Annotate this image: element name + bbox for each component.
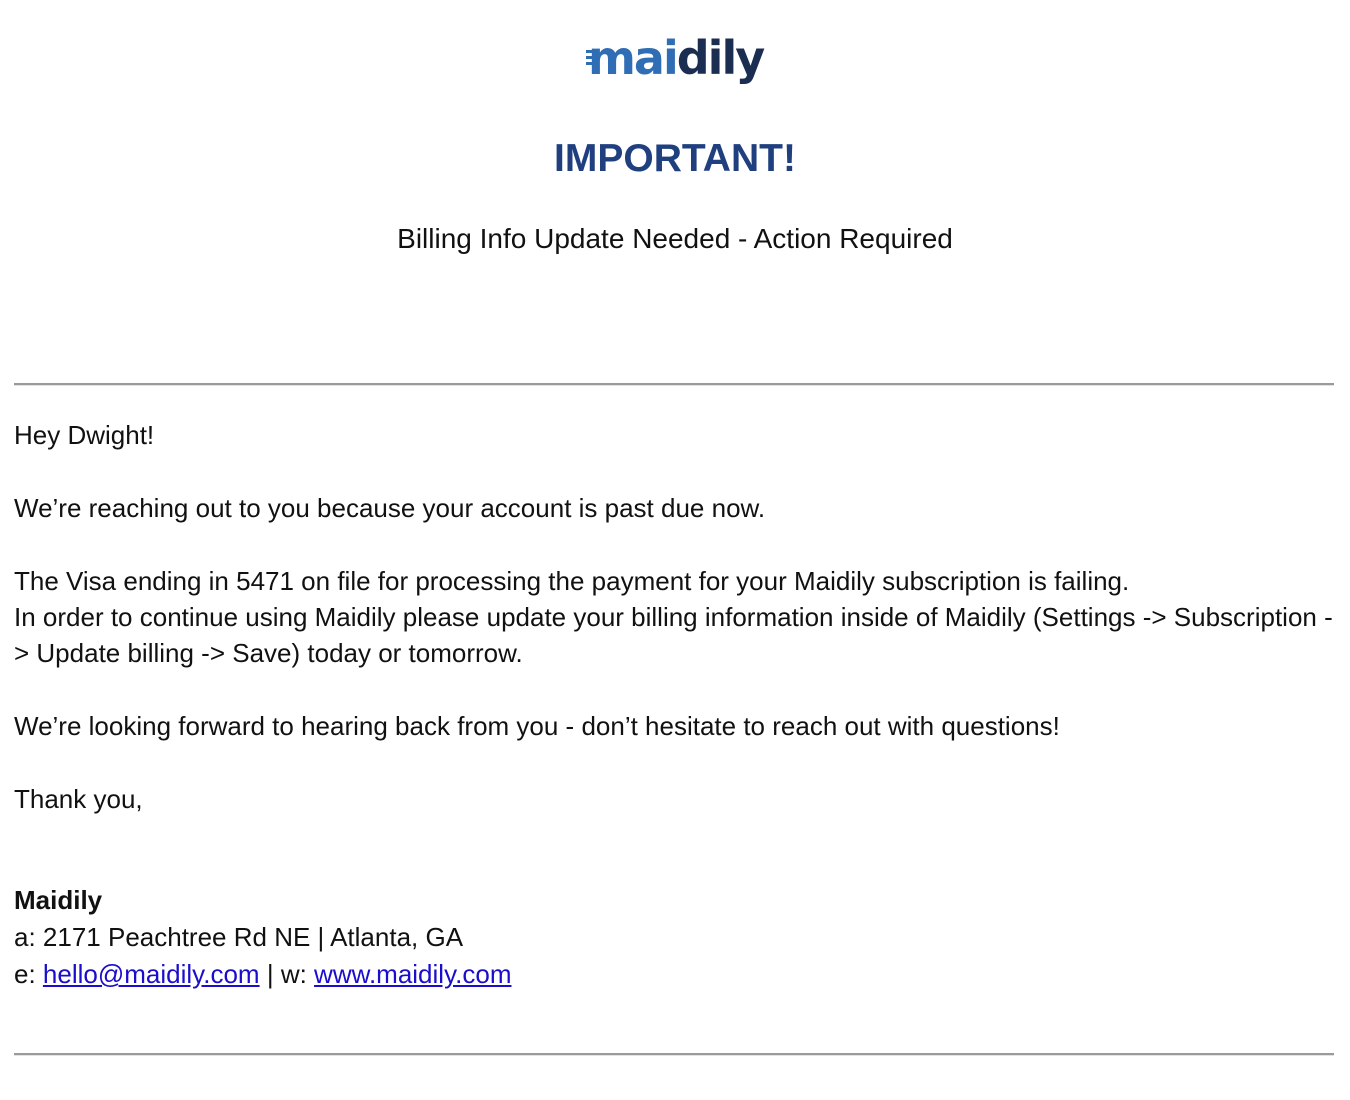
greeting-text: Hey Dwight! <box>14 420 155 450</box>
logo-wordmark-part2: dily <box>676 31 764 85</box>
paragraph-past-due <box>14 490 1334 526</box>
logo-wordmark <box>588 30 763 86</box>
paragraph-past-due-text: We’re reaching out to you because your account is past due now. <box>14 493 766 523</box>
email-label: e: <box>14 959 36 989</box>
bottom-divider <box>14 1053 1334 1056</box>
closing <box>14 781 1334 817</box>
top-divider <box>14 383 1334 386</box>
website-link[interactable]: www.maidily.com <box>314 959 512 989</box>
paragraph-questions <box>14 708 1334 744</box>
signature-address-line <box>14 919 511 956</box>
contact-separator: | <box>266 959 274 989</box>
address-text: 2171 Peachtree Rd NE | Atlanta, GA <box>42 922 464 952</box>
website-label: w: <box>280 959 307 989</box>
signature-company: Maidily <box>14 885 103 915</box>
maidily-logo <box>586 30 766 90</box>
signature-contact-line <box>14 956 511 993</box>
paragraph-billing-line2: In order to continue using Maidily please update your billing information inside of Maidily (Settings -> Subscription -> Update billing -> Save) today or tomorrow. <box>14 602 1333 668</box>
logo-wordmark-part1: mai <box>588 31 677 85</box>
paragraph-billing-failing <box>14 563 1334 671</box>
paragraph-billing-line1: The Visa ending in 5471 on file for processing the payment for your Maidily subscription is failing. <box>14 566 1130 596</box>
paragraph-questions-text: We’re looking forward to hearing back from you - don’t hesitate to reach out with questions! <box>14 711 1060 741</box>
closing-text: Thank you, <box>14 784 143 814</box>
signature-block <box>14 882 511 993</box>
greeting <box>14 417 1334 453</box>
address-label: a: <box>14 922 36 952</box>
subheadline: Billing Info Update Needed - Action Required <box>397 223 953 254</box>
email-link[interactable]: hello@maidily.com <box>42 959 260 989</box>
headline: IMPORTANT! <box>554 137 796 180</box>
